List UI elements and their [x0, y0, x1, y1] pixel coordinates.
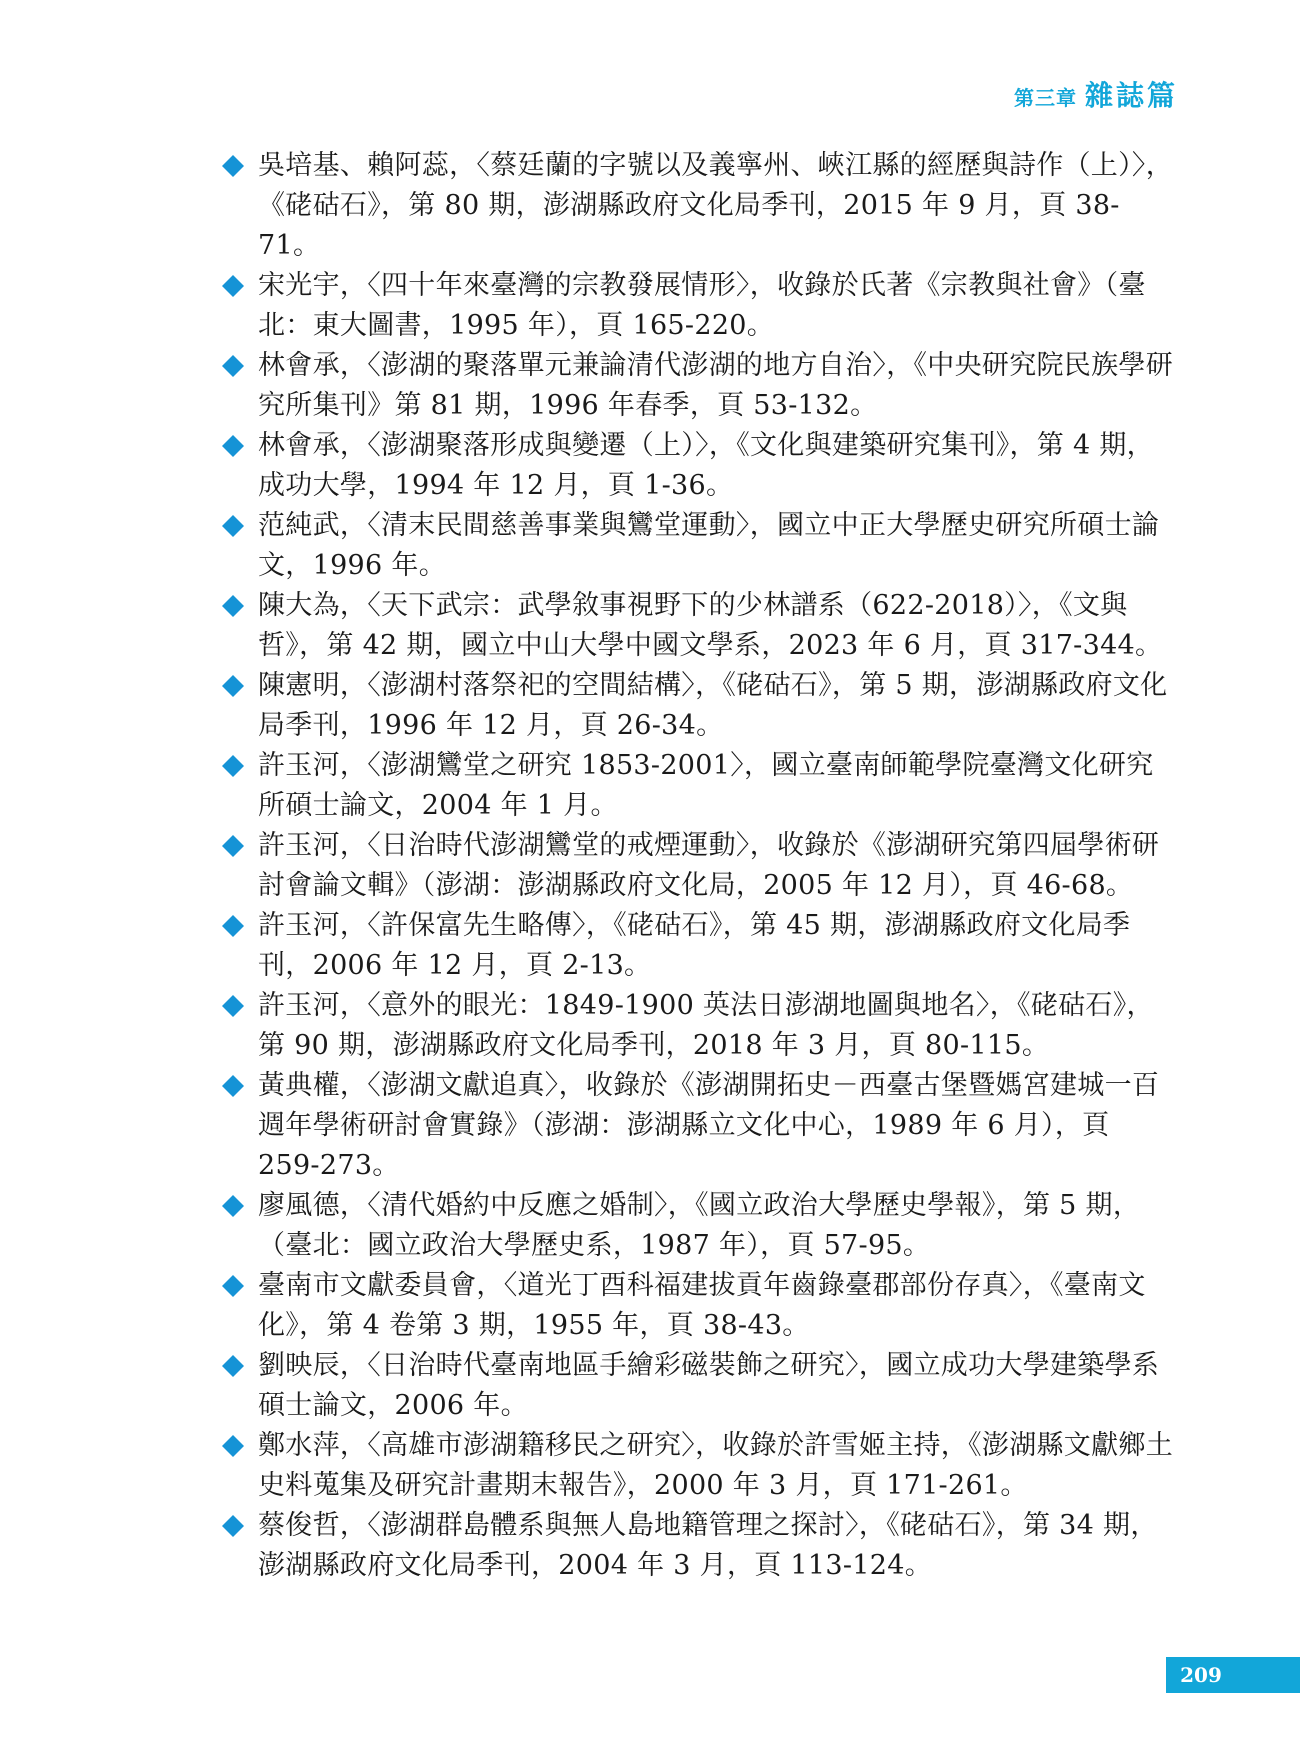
running-header	[1014, 74, 1178, 114]
diamond-icon	[222, 1435, 244, 1457]
diamond-icon	[222, 755, 244, 777]
reference-text: 廖風德，〈清代婚約中反應之婚制〉，《國立政治大學歷史學報》，第 5 期，（臺北：國立政治大學歷史系，1987 年），頁 57-95。	[258, 1190, 1141, 1261]
reference-text: 鄭水萍，〈高雄市澎湖籍移民之研究〉，收錄於許雪姬主持，《澎湖縣文獻鄉土史料蒐集及研究計畫期末報告》，2000 年 3 月，頁 171-261。	[258, 1430, 1173, 1501]
diamond-icon	[222, 1075, 244, 1097]
reference-text: 許玉河，〈日治時代澎湖鸞堂的戒煙運動〉，收錄於《澎湖研究第四屆學術研討會論文輯》（澎湖：澎湖縣政府文化局，2005 年 12 月），頁 46-68。	[258, 830, 1160, 901]
reference-entry	[222, 1426, 1180, 1506]
reference-entry	[222, 346, 1180, 426]
reference-entry	[222, 506, 1180, 586]
reference-entry	[222, 1186, 1180, 1266]
reference-text: 宋光宇，〈四十年來臺灣的宗教發展情形〉，收錄於氏著《宗教與社會》（臺北：東大圖書，1995 年），頁 165-220。	[258, 270, 1146, 341]
diamond-icon	[222, 995, 244, 1017]
reference-text: 范純武，〈清末民間慈善事業與鸞堂運動〉，國立中正大學歷史研究所碩士論文，1996 年。	[258, 510, 1160, 581]
reference-entry	[222, 906, 1180, 986]
reference-entry	[222, 426, 1180, 506]
reference-text: 林會承，〈澎湖的聚落單元兼論清代澎湖的地方自治〉，《中央研究院民族學研究所集刊》第 81 期，1996 年春季，頁 53-132。	[258, 350, 1173, 421]
reference-text: 許玉河，〈意外的眼光：1849-1900 英法日澎湖地圖與地名〉，《硓𥑮石》，第 90 期，澎湖縣政府文化局季刊，2018 年 3 月，頁 80-115。	[258, 990, 1154, 1061]
reference-entry	[222, 986, 1180, 1066]
reference-entry	[222, 1066, 1180, 1186]
section-title: 雜誌篇	[1084, 79, 1178, 112]
page-number-tab	[1166, 1657, 1300, 1693]
reference-text: 許玉河，〈許保富先生略傳〉，《硓𥑮石》，第 45 期，澎湖縣政府文化局季刊，2006 年 12 月，頁 2-13。	[258, 910, 1131, 981]
reference-entry	[222, 1506, 1180, 1586]
diamond-icon	[222, 1195, 244, 1217]
diamond-icon	[222, 595, 244, 617]
reference-text: 黃典權，〈澎湖文獻追真〉，收錄於《澎湖開拓史－西臺古堡暨媽宮建城一百週年學術研討會實錄》（澎湖：澎湖縣立文化中心，1989 年 6 月），頁 259-273。	[258, 1070, 1160, 1181]
reference-entry	[222, 586, 1180, 666]
reference-text: 吳培基、賴阿蕊，〈蔡廷蘭的字號以及義寧州、峽江縣的經歷與詩作（上）〉，《硓𥑮石》，第 80 期，澎湖縣政府文化局季刊，2015 年 9 月，頁 38-71。	[258, 150, 1173, 261]
reference-text: 陳憲明，〈澎湖村落祭祀的空間結構〉，《硓𥑮石》，第 5 期，澎湖縣政府文化局季刊，1996 年 12 月，頁 26-34。	[258, 670, 1168, 741]
diamond-icon	[222, 435, 244, 457]
diamond-icon	[222, 1515, 244, 1537]
chapter-label: 第三章	[1013, 86, 1077, 110]
diamond-icon	[222, 915, 244, 937]
reference-text: 蔡俊哲，〈澎湖群島體系與無人島地籍管理之探討〉，《硓𥑮石》，第 34 期，澎湖縣政府文化局季刊，2004 年 3 月，頁 113-124。	[258, 1510, 1158, 1581]
diamond-icon	[222, 675, 244, 697]
reference-text: 臺南市文獻委員會，〈道光丁酉科福建拔貢年齒錄臺郡部份存真〉，《臺南文化》，第 4 卷第 3 期，1955 年，頁 38-43。	[258, 1270, 1146, 1341]
reference-text: 陳大為，〈天下武宗：武學敘事視野下的少林譜系（622-2018）〉，《文與哲》，第 42 期，國立中山大學中國文學系，2023 年 6 月，頁 317-344。	[258, 590, 1163, 661]
diamond-icon	[222, 275, 244, 297]
diamond-icon	[222, 835, 244, 857]
reference-entry	[222, 666, 1180, 746]
reference-entry	[222, 746, 1180, 826]
diamond-icon	[222, 155, 244, 177]
reference-text: 許玉河，〈澎湖鸞堂之研究 1853-2001〉，國立臺南師範學院臺灣文化研究所碩士論文，2004 年 1 月。	[258, 750, 1154, 821]
reference-entry	[222, 1266, 1180, 1346]
reference-entry	[222, 826, 1180, 906]
reference-text: 劉映辰，〈日治時代臺南地區手繪彩磁裝飾之研究〉，國立成功大學建築學系碩士論文，2006 年。	[258, 1350, 1160, 1421]
diamond-icon	[222, 355, 244, 377]
diamond-icon	[222, 515, 244, 537]
reference-text: 林會承，〈澎湖聚落形成與變遷（上）〉，《文化與建築研究集刊》，第 4 期，成功大學，1994 年 12 月，頁 1-36。	[258, 430, 1154, 501]
diamond-icon	[222, 1275, 244, 1297]
reference-entry	[222, 146, 1180, 266]
diamond-icon	[222, 1355, 244, 1377]
reference-entry	[222, 1346, 1180, 1426]
page-number: 209	[1180, 1663, 1222, 1687]
reference-entry	[222, 266, 1180, 346]
reference-list	[222, 146, 1180, 1586]
